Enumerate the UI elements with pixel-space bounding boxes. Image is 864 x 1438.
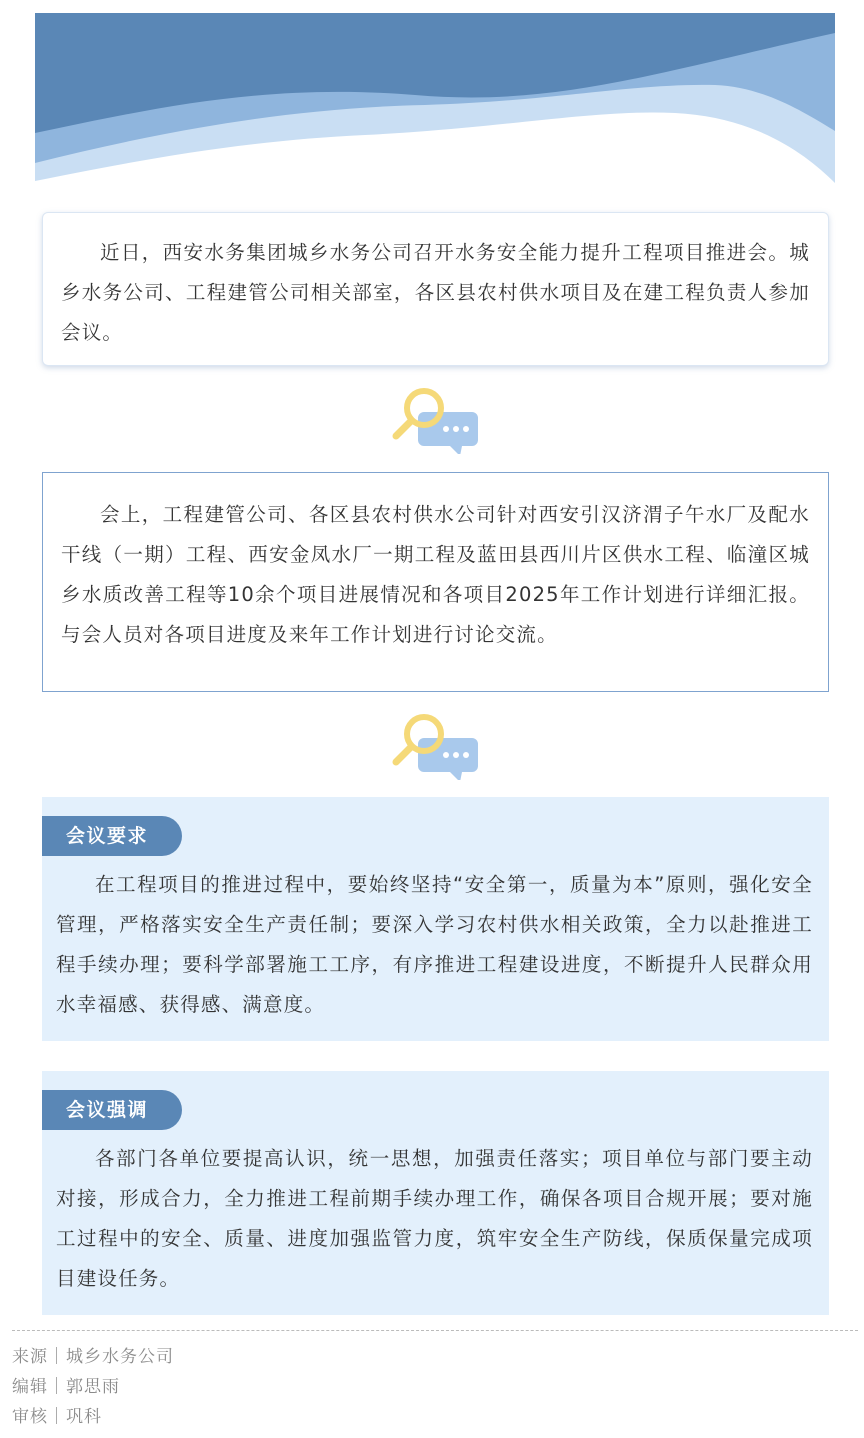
emphasis-paragraph: 各部门各单位要提高认识，统一思想，加强责任落实；项目单位与部门要主动对接，形成合力，全力推进工程前期手续办理工作，确保各项目合规开展；要对施工过程中的安全、质量、进度加强监管力度，筑牢安全生产防线，保质保量完成项目建设任务。	[56, 1147, 813, 1290]
header-banner	[35, 13, 835, 193]
requirements-section	[42, 797, 829, 1041]
emphasis-section	[42, 1071, 829, 1315]
intro-paragraph: 近日，西安水务集团城乡水务公司召开水务安全能力提升工程项目推进会。城乡水务公司、工程建管公司相关部室，各区县农村供水项目及在建工程负责人参加会议。	[61, 241, 810, 344]
footer-source: 来源｜城乡水务公司	[12, 1347, 174, 1367]
footer-reviewer: 审核｜巩科	[12, 1407, 102, 1427]
section-tag: 会议要求	[42, 816, 182, 856]
intro-card	[42, 212, 829, 366]
requirements-paragraph: 在工程项目的推进过程中，要始终坚持“安全第一，质量为本”原则，强化安全管理，严格落实安全生产责任制；要深入学习农村供水相关政策，全力以赴推进工程手续办理；要科学部署施工工序，有序推进工程建设进度，不断提升人民群众用水幸福感、获得感、满意度。	[56, 873, 813, 1016]
footer-editor: 编辑｜郭思雨	[12, 1377, 120, 1397]
footer-divider	[12, 1330, 858, 1331]
magnifier-chat-icon	[388, 384, 484, 454]
magnifier-chat-icon	[388, 710, 484, 780]
report-paragraph: 会上，工程建管公司、各区县农村供水公司针对西安引汉济渭子午水厂及配水干线（一期）工程、西安金凤水厂一期工程及蓝田县西川片区供水工程、临潼区城乡水质改善工程等10余个项目进展情况和各项目2025年工作计划进行详细汇报。与会人员对各项目进度及来年工作计划进行讨论交流。	[61, 503, 810, 646]
report-card	[42, 472, 829, 692]
section-tag: 会议强调	[42, 1090, 182, 1130]
